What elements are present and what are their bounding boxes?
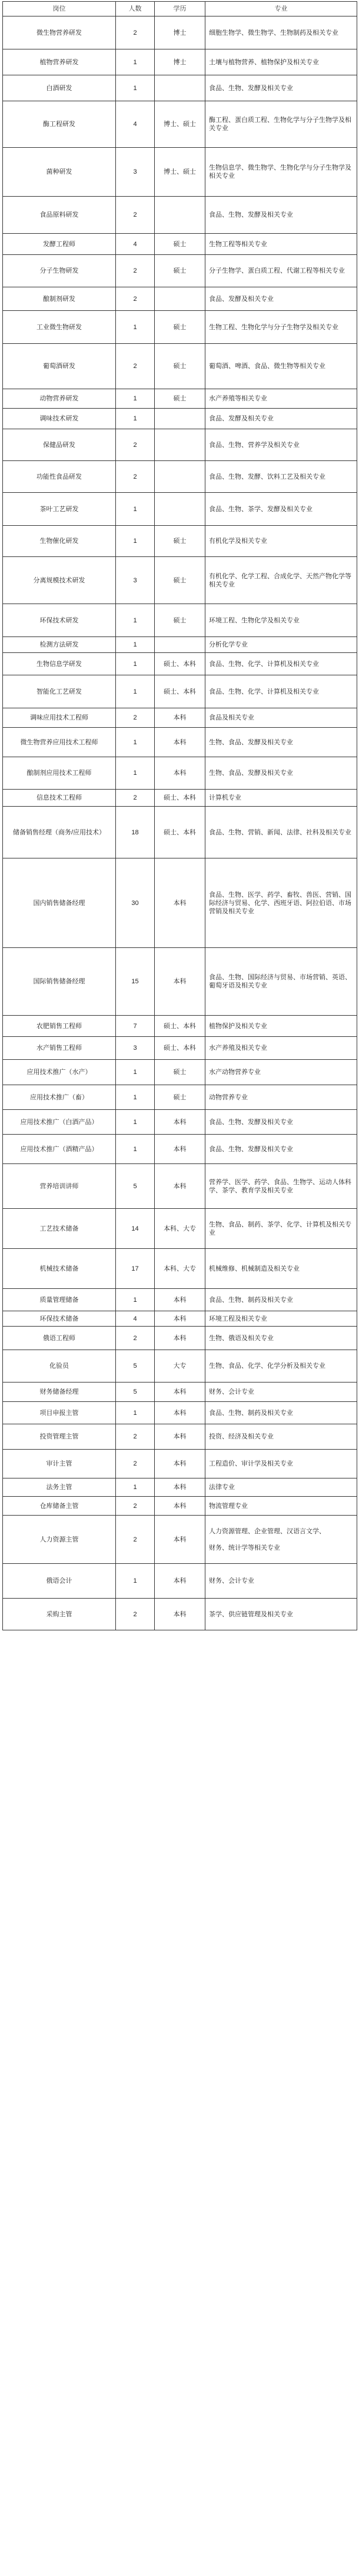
major-cell: 食品、生物、制药及相关专业 [205, 1402, 357, 1424]
major-cell: 动物营养专业 [205, 1085, 357, 1110]
table-row [3, 1135, 357, 1164]
education-cell: 本科 [155, 757, 205, 790]
table-row [3, 757, 357, 790]
major-cell: 食品、生物、制药及相关专业 [205, 1289, 357, 1311]
education-cell: 本科 [155, 1450, 205, 1478]
count-cell: 14 [116, 1209, 155, 1249]
table-row [3, 1110, 357, 1135]
position-cell: 化验员 [3, 1350, 116, 1383]
major-cell: 环境工程及相关专业 [205, 1311, 357, 1327]
table-row [3, 604, 357, 637]
major-cell: 生物工程等相关专业 [205, 234, 357, 255]
count-cell: 2 [116, 429, 155, 461]
table-row [3, 101, 357, 148]
major-cell: 法律专业 [205, 1478, 357, 1497]
table-row [3, 16, 357, 49]
major-cell: 水产养殖及相关专业 [205, 1037, 357, 1060]
education-cell: 本科 [155, 1497, 205, 1516]
position-cell: 分离规模技术研发 [3, 557, 116, 604]
major-cell: 食品、发酵及相关专业 [205, 409, 357, 429]
count-cell: 1 [116, 1564, 155, 1599]
position-cell: 营养培训讲师 [3, 1164, 116, 1209]
table-body [3, 16, 357, 1630]
major-cell: 生物、食品、发酵及相关专业 [205, 757, 357, 790]
table-row [3, 728, 357, 757]
table-row [3, 311, 357, 344]
count-cell: 1 [116, 757, 155, 790]
table-row [3, 1478, 357, 1497]
major-cell: 有机化学及相关专业 [205, 526, 357, 557]
count-cell: 4 [116, 234, 155, 255]
position-cell: 法务主管 [3, 1478, 116, 1497]
count-cell: 7 [116, 1016, 155, 1037]
count-cell: 1 [116, 1402, 155, 1424]
position-cell: 人力资源主管 [3, 1516, 116, 1564]
count-cell: 2 [116, 1450, 155, 1478]
major-cell: 生物工程、生物化学与分子生物学及相关专业 [205, 311, 357, 344]
major-cell: 机械维修、机械制造及相关专业 [205, 1249, 357, 1289]
position-cell: 质量管理储备 [3, 1289, 116, 1311]
education-cell: 硕士、本科 [155, 653, 205, 675]
position-cell: 采购主管 [3, 1599, 116, 1630]
table-row [3, 653, 357, 675]
position-cell: 茶叶工艺研发 [3, 493, 116, 526]
count-cell: 2 [116, 790, 155, 807]
table-row [3, 948, 357, 1016]
major-cell: 食品、生物、国际经济与贸易、市场营销、英语、葡萄牙语及相关专业 [205, 948, 357, 1016]
education-cell: 博士、硕士 [155, 101, 205, 148]
education-cell: 本科、大专 [155, 1209, 205, 1249]
position-cell: 机械技术储备 [3, 1249, 116, 1289]
major-cell: 投资、经济及相关专业 [205, 1424, 357, 1450]
major-cell: 食品、生物、茶学、发酵及相关专业 [205, 493, 357, 526]
major-cell: 茶学、供应链管理及相关专业 [205, 1599, 357, 1630]
major-cell: 植物保护及相关专业 [205, 1016, 357, 1037]
position-cell: 国际销售储备经理 [3, 948, 116, 1016]
position-cell: 菌种研发 [3, 148, 116, 197]
education-cell: 本科 [155, 1311, 205, 1327]
education-cell: 本科 [155, 708, 205, 728]
header-position: 岗位 [3, 2, 116, 16]
position-cell: 审计主管 [3, 1450, 116, 1478]
major-cell: 酶工程、蛋白质工程、生物化学与分子生物学及相关专业 [205, 101, 357, 148]
education-cell: 本科 [155, 1110, 205, 1135]
recruitment-table [2, 1, 357, 1630]
education-cell: 硕士、本科 [155, 675, 205, 708]
education-cell: 本科 [155, 1164, 205, 1209]
major-cell: 分析化学专业 [205, 637, 357, 653]
major-cell: 食品、发酵及相关专业 [205, 287, 357, 311]
count-cell: 1 [116, 728, 155, 757]
count-cell: 1 [116, 389, 155, 409]
position-cell: 发酵工程师 [3, 234, 116, 255]
count-cell: 2 [116, 1497, 155, 1516]
count-cell: 1 [116, 526, 155, 557]
major-cell: 计算机专业 [205, 790, 357, 807]
education-cell: 本科 [155, 858, 205, 948]
position-cell: 应用技术推广（水产） [3, 1060, 116, 1085]
table-row [3, 1424, 357, 1450]
table-row [3, 75, 357, 101]
education-cell: 本科 [155, 1383, 205, 1402]
education-cell: 硕士 [155, 234, 205, 255]
position-cell: 植物营养研发 [3, 49, 116, 75]
major-cell: 食品、生物、化学、计算机及相关专业 [205, 675, 357, 708]
major-cell: 水产动物营养专业 [205, 1060, 357, 1085]
education-cell: 本科 [155, 1402, 205, 1424]
position-cell: 应用技术推广（酒精产品） [3, 1135, 116, 1164]
education-cell: 本科 [155, 948, 205, 1016]
education-cell: 硕士 [155, 1060, 205, 1085]
education-cell: 硕士 [155, 604, 205, 637]
count-cell: 4 [116, 101, 155, 148]
table-row [3, 1327, 357, 1350]
position-cell: 检测方法研发 [3, 637, 116, 653]
table-row [3, 1164, 357, 1209]
table-row [3, 429, 357, 461]
count-cell: 1 [116, 675, 155, 708]
table-row [3, 790, 357, 807]
education-cell: 硕士 [155, 1085, 205, 1110]
count-cell: 2 [116, 708, 155, 728]
count-cell: 1 [116, 409, 155, 429]
position-cell: 调味应用技术工程师 [3, 708, 116, 728]
position-cell: 生物催化研发 [3, 526, 116, 557]
position-cell: 工艺技术储备 [3, 1209, 116, 1249]
count-cell: 2 [116, 1424, 155, 1450]
position-cell: 仓库储备主管 [3, 1497, 116, 1516]
position-cell: 财务储备经理 [3, 1383, 116, 1402]
major-cell: 食品及相关专业 [205, 708, 357, 728]
count-cell: 2 [116, 1599, 155, 1630]
count-cell: 3 [116, 1037, 155, 1060]
position-cell: 酶工程研发 [3, 101, 116, 148]
count-cell: 2 [116, 197, 155, 234]
count-cell: 5 [116, 1350, 155, 1383]
education-cell: 硕士 [155, 557, 205, 604]
education-cell: 硕士、本科 [155, 1016, 205, 1037]
major-cell: 食品、生物、营销、新闻、法律、社科及相关专业 [205, 807, 357, 858]
major-cell: 食品、生物、营养学及相关专业 [205, 429, 357, 461]
position-cell: 环保技术储备 [3, 1311, 116, 1327]
count-cell: 1 [116, 1289, 155, 1311]
major-cell: 食品、生物、发酵、饮料工艺及相关专业 [205, 461, 357, 493]
table-row [3, 234, 357, 255]
major-cell: 人力资源管理、企业管理、汉语言文学、 财务、统计学等相关专业 [205, 1516, 357, 1564]
major-cell: 水产养殖等相关专业 [205, 389, 357, 409]
position-cell: 应用技术推广（畜） [3, 1085, 116, 1110]
count-cell: 2 [116, 1516, 155, 1564]
table-row [3, 255, 357, 287]
position-cell: 食品原料研发 [3, 197, 116, 234]
table-row [3, 1516, 357, 1564]
table-row [3, 1564, 357, 1599]
count-cell: 1 [116, 1085, 155, 1110]
table-row [3, 1209, 357, 1249]
table-row [3, 409, 357, 429]
table-row [3, 526, 357, 557]
education-cell: 硕士 [155, 255, 205, 287]
major-cell: 食品、生物、发酵及相关专业 [205, 1135, 357, 1164]
header-education: 学历 [155, 2, 205, 16]
table-row [3, 1599, 357, 1630]
education-cell: 硕士 [155, 311, 205, 344]
position-cell: 白酒研发 [3, 75, 116, 101]
position-cell: 投资管理主管 [3, 1424, 116, 1450]
major-cell: 环境工程、生物化学及相关专业 [205, 604, 357, 637]
position-cell: 微生物营养研发 [3, 16, 116, 49]
count-cell: 1 [116, 1135, 155, 1164]
count-cell: 1 [116, 1110, 155, 1135]
table-row [3, 1289, 357, 1311]
major-cell: 财务、会计专业 [205, 1383, 357, 1402]
education-cell: 博士、硕士 [155, 148, 205, 197]
table-row [3, 807, 357, 858]
position-cell: 调味技术研发 [3, 409, 116, 429]
table-row [3, 858, 357, 948]
table-row [3, 461, 357, 493]
count-cell: 5 [116, 1164, 155, 1209]
count-cell: 2 [116, 287, 155, 311]
education-cell [155, 637, 205, 653]
count-cell: 1 [116, 1478, 155, 1497]
position-cell: 俄语会计 [3, 1564, 116, 1599]
major-cell: 财务、会计专业 [205, 1564, 357, 1599]
position-cell: 保健品研发 [3, 429, 116, 461]
major-cell: 生物、俄语及相关专业 [205, 1327, 357, 1350]
count-cell: 2 [116, 461, 155, 493]
count-cell: 1 [116, 311, 155, 344]
table-row [3, 1060, 357, 1085]
table-row [3, 1037, 357, 1060]
education-cell: 硕士、本科 [155, 1037, 205, 1060]
education-cell: 大专 [155, 1350, 205, 1383]
education-cell: 硕士 [155, 344, 205, 389]
major-cell: 营养学、医学、药学、食品、生物学、运动人体科学、茶学、教育学及相关专业 [205, 1164, 357, 1209]
table-row [3, 675, 357, 708]
position-cell: 酿制剂应用技术工程师 [3, 757, 116, 790]
table-row [3, 344, 357, 389]
table-row [3, 637, 357, 653]
education-cell [155, 197, 205, 234]
education-cell [155, 75, 205, 101]
table-row [3, 1249, 357, 1289]
major-cell: 食品、生物、化学、计算机及相关专业 [205, 653, 357, 675]
header-major: 专业 [205, 2, 357, 16]
table-row [3, 287, 357, 311]
education-cell: 硕士 [155, 389, 205, 409]
position-cell: 工业微生物研发 [3, 311, 116, 344]
count-cell: 1 [116, 653, 155, 675]
count-cell: 1 [116, 604, 155, 637]
count-cell: 2 [116, 344, 155, 389]
position-cell: 功能性食品研发 [3, 461, 116, 493]
education-cell: 本科 [155, 1564, 205, 1599]
position-cell: 微生物营养应用技术工程师 [3, 728, 116, 757]
major-cell: 生物、食品、发酵及相关专业 [205, 728, 357, 757]
table-row [3, 148, 357, 197]
education-cell: 硕士、本科 [155, 807, 205, 858]
education-cell: 本科 [155, 728, 205, 757]
count-cell: 2 [116, 1327, 155, 1350]
count-cell: 5 [116, 1383, 155, 1402]
position-cell: 生物信息学研发 [3, 653, 116, 675]
count-cell: 1 [116, 493, 155, 526]
table-row [3, 197, 357, 234]
major-cell: 土壤与植物营养、植物保护及相关专业 [205, 49, 357, 75]
position-cell: 俄语工程师 [3, 1327, 116, 1350]
major-cell: 食品、生物、发酵及相关专业 [205, 1110, 357, 1135]
education-cell: 博士 [155, 49, 205, 75]
education-cell: 本科 [155, 1424, 205, 1450]
education-cell [155, 493, 205, 526]
count-cell: 4 [116, 1311, 155, 1327]
count-cell: 3 [116, 148, 155, 197]
count-cell: 1 [116, 637, 155, 653]
position-cell: 动物营养研发 [3, 389, 116, 409]
major-cell: 食品、生物、医学、药学、畜牧、兽医、营销、国际经济与贸易、化学、西班牙语、阿拉伯语、市场营销及相关专业 [205, 858, 357, 948]
table-row [3, 1085, 357, 1110]
count-cell: 2 [116, 16, 155, 49]
major-cell: 工程造价、审计学及相关专业 [205, 1450, 357, 1478]
education-cell: 硕士 [155, 526, 205, 557]
table-row [3, 1350, 357, 1383]
header-count: 人数 [116, 2, 155, 16]
major-cell: 葡萄酒、啤酒、食品、微生物等相关专业 [205, 344, 357, 389]
count-cell: 2 [116, 255, 155, 287]
major-cell: 细胞生物学、微生物学、生物制药及相关专业 [205, 16, 357, 49]
table-row [3, 1016, 357, 1037]
major-cell: 食品、生物、发酵及相关专业 [205, 197, 357, 234]
position-cell: 国内销售储备经理 [3, 858, 116, 948]
count-cell: 18 [116, 807, 155, 858]
position-cell: 分子生物研发 [3, 255, 116, 287]
education-cell: 本科 [155, 1516, 205, 1564]
table-header-row [3, 2, 357, 16]
major-cell: 食品、生物、发酵及相关专业 [205, 75, 357, 101]
table-row [3, 1311, 357, 1327]
position-cell: 葡萄酒研发 [3, 344, 116, 389]
education-cell: 本科 [155, 1327, 205, 1350]
education-cell: 博士 [155, 16, 205, 49]
major-cell: 分子生物学、蛋白质工程、代谢工程等相关专业 [205, 255, 357, 287]
table-row [3, 493, 357, 526]
major-cell: 生物信息学、微生物学、生物化学与分子生物学及相关专业 [205, 148, 357, 197]
education-cell: 本科 [155, 1289, 205, 1311]
major-cell: 有机化学、化学工程、合成化学、天然产物化学等相关专业 [205, 557, 357, 604]
education-cell: 硕士、本科 [155, 790, 205, 807]
position-cell: 酿制剂研发 [3, 287, 116, 311]
table-row [3, 389, 357, 409]
table-row [3, 557, 357, 604]
count-cell: 1 [116, 1060, 155, 1085]
position-cell: 水产销售工程师 [3, 1037, 116, 1060]
major-cell: 物流管理专业 [205, 1497, 357, 1516]
position-cell: 农肥销售工程师 [3, 1016, 116, 1037]
table-row [3, 49, 357, 75]
table-row [3, 1402, 357, 1424]
education-cell [155, 461, 205, 493]
count-cell: 30 [116, 858, 155, 948]
position-cell: 应用技术推广（白酒产品） [3, 1110, 116, 1135]
table-row [3, 708, 357, 728]
education-cell: 本科 [155, 1478, 205, 1497]
count-cell: 1 [116, 75, 155, 101]
position-cell: 储备销售经理（商务/应用技术） [3, 807, 116, 858]
education-cell: 本科、大专 [155, 1249, 205, 1289]
count-cell: 1 [116, 49, 155, 75]
position-cell: 环保技术研发 [3, 604, 116, 637]
table-row [3, 1497, 357, 1516]
position-cell: 项目申报主管 [3, 1402, 116, 1424]
position-cell: 信息技术工程师 [3, 790, 116, 807]
position-cell: 智能化工艺研发 [3, 675, 116, 708]
education-cell: 本科 [155, 1599, 205, 1630]
count-cell: 17 [116, 1249, 155, 1289]
education-cell [155, 409, 205, 429]
major-cell: 生物、食品、制药、茶学、化学、计算机及相关专业 [205, 1209, 357, 1249]
education-cell: 本科 [155, 1135, 205, 1164]
table-row [3, 1450, 357, 1478]
count-cell: 15 [116, 948, 155, 1016]
table-row [3, 1383, 357, 1402]
major-cell: 生物、食品、化学、化学分析及相关专业 [205, 1350, 357, 1383]
education-cell [155, 287, 205, 311]
count-cell: 3 [116, 557, 155, 604]
education-cell [155, 429, 205, 461]
